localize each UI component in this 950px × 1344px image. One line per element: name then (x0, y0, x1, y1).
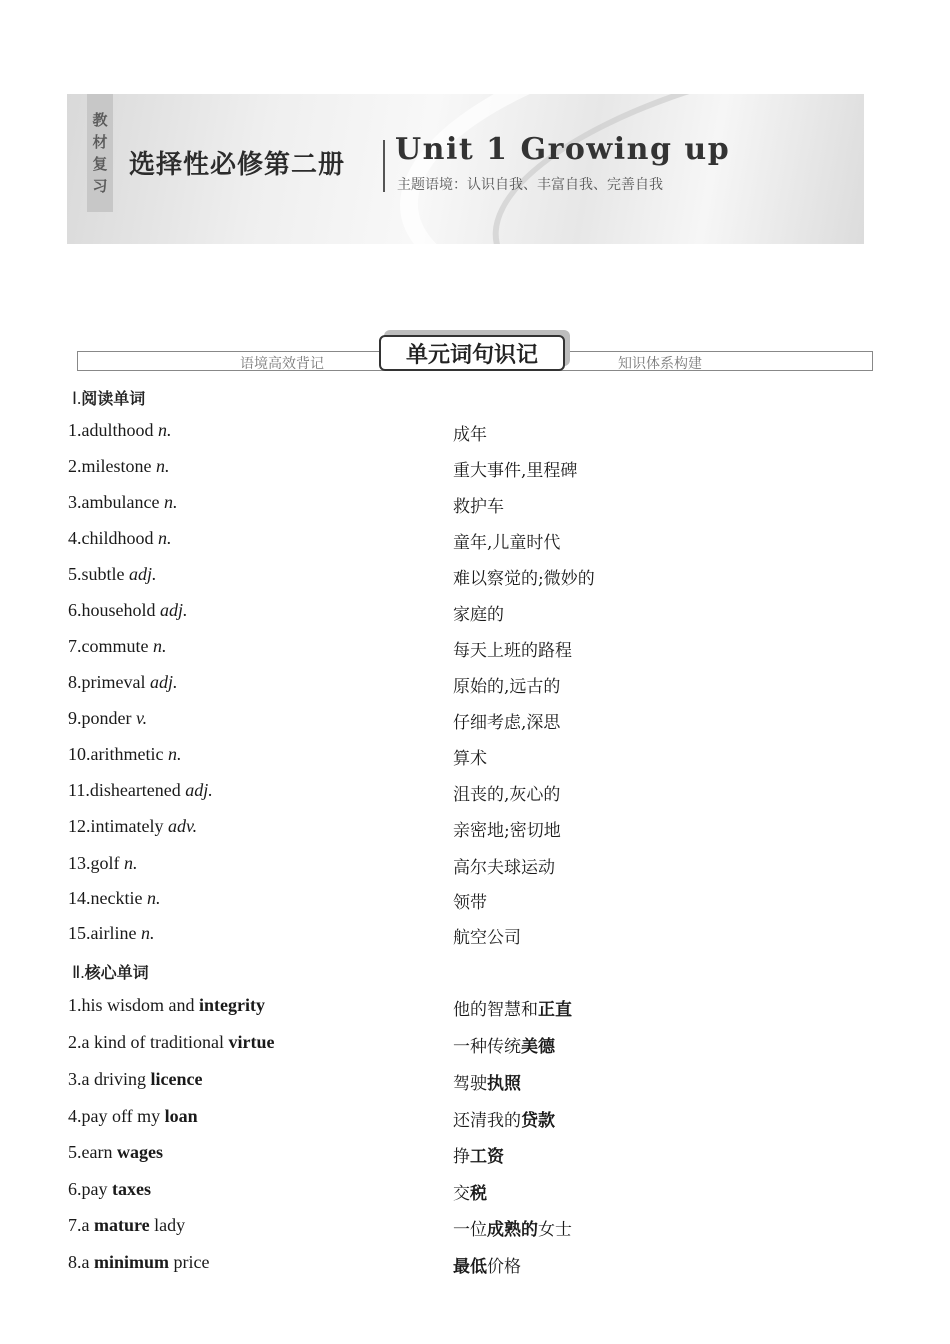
list-item (68, 1252, 888, 1282)
word-english (68, 528, 172, 549)
part-of-speech: adj. (129, 564, 157, 584)
word-english (68, 564, 157, 585)
key-word: integrity (199, 995, 265, 1015)
list-item (68, 672, 888, 702)
phrase-meaning (453, 995, 572, 1020)
word-meaning: 童年,儿童时代 (453, 533, 561, 553)
phrase-english (68, 1142, 163, 1163)
list-item (68, 456, 888, 486)
phrase-meaning (453, 1142, 504, 1167)
word: 13.golf (68, 853, 120, 873)
phrase-meaning (453, 1069, 521, 1094)
word-meaning: 难以察觉的;微妙的 (453, 569, 595, 589)
word: 9.ponder (68, 708, 132, 728)
phrase-pre: 4.pay off my (68, 1106, 165, 1126)
word-english (68, 672, 178, 693)
part-of-speech: adj. (149, 672, 178, 692)
list-item (68, 564, 888, 594)
list-item (68, 600, 888, 630)
word: 8.primeval (68, 672, 146, 692)
meaning-post: 女士 (538, 1220, 572, 1240)
word: 1.adulthood (68, 420, 154, 440)
key-meaning: 贷款 (521, 1111, 555, 1131)
phrase-english (68, 1179, 151, 1200)
word: 3.ambulance (68, 492, 160, 512)
meaning-pre: 交 (453, 1184, 470, 1204)
tag-char: 习 (92, 177, 108, 195)
heading-number: Ⅰ. (72, 389, 82, 408)
list-item (68, 816, 888, 846)
reading-words-heading (72, 386, 145, 409)
list-item (68, 420, 888, 450)
list-item (68, 492, 888, 522)
phrase-english (68, 1106, 198, 1127)
part-of-speech: n. (158, 420, 172, 440)
word-english (68, 744, 181, 765)
meaning-pre: 他的智慧和 (453, 1000, 538, 1020)
phrase-english (68, 1215, 185, 1236)
word: 14.necktie (68, 888, 143, 908)
key-word: licence (150, 1069, 203, 1089)
list-item (68, 1142, 888, 1172)
part-of-speech: adv. (167, 816, 198, 836)
list-item (68, 780, 888, 810)
word-meaning: 仔细考虑,深思 (453, 713, 561, 733)
tag-char: 复 (92, 155, 108, 173)
phrase-pre: 3.a driving (68, 1069, 151, 1089)
tag-char: 教 (92, 111, 108, 129)
word-meaning: 重大事件,里程碑 (453, 461, 578, 481)
list-item (68, 1215, 888, 1245)
phrase-meaning (453, 1252, 521, 1277)
unit-title: Unit 1 Growing up (395, 132, 731, 167)
word: 15.airline (68, 923, 137, 943)
meaning-pre: 还清我的 (453, 1111, 521, 1131)
phrase-post: price (169, 1252, 210, 1272)
part-of-speech: n. (146, 888, 161, 908)
word-english (68, 456, 170, 477)
phrase-meaning (453, 1215, 572, 1240)
list-item (68, 708, 888, 738)
key-word: taxes (112, 1179, 151, 1199)
list-item (68, 1069, 888, 1099)
phrase-post: lady (149, 1215, 186, 1235)
header-banner (67, 94, 864, 244)
phrase-pre: 7.a (68, 1215, 94, 1235)
word-english (68, 780, 213, 801)
part-of-speech: adj. (160, 600, 188, 620)
word-meaning: 原始的,远古的 (453, 677, 561, 697)
word-english (68, 636, 166, 657)
word: 5.subtle (68, 564, 125, 584)
part-of-speech: n. (140, 923, 155, 943)
word-meaning: 每天上班的路程 (453, 641, 572, 661)
part-of-speech: n. (167, 744, 182, 764)
title-divider (383, 140, 385, 192)
key-meaning: 税 (470, 1184, 487, 1204)
part-of-speech: n. (124, 853, 138, 873)
word: 6.household (68, 600, 156, 620)
meaning-pre: 一位 (453, 1220, 487, 1240)
key-word: loan (164, 1106, 198, 1126)
list-item (68, 888, 888, 918)
word: 2.milestone (68, 456, 152, 476)
word: 12.intimately (68, 816, 164, 836)
word: 7.commute (68, 636, 149, 656)
phrase-pre: 1.his wisdom and (68, 995, 200, 1015)
word-english (68, 888, 160, 909)
meaning-pre: 驾驶 (453, 1074, 487, 1094)
list-item (68, 528, 888, 558)
word-meaning: 算术 (453, 749, 487, 769)
word-english (68, 923, 154, 944)
phrase-english (68, 1252, 210, 1273)
textbook-review-tag (87, 94, 113, 212)
word-meaning: 航空公司 (453, 928, 521, 948)
part-of-speech: n. (156, 456, 170, 476)
phrase-pre: 8.a (68, 1252, 94, 1272)
word-meaning: 家庭的 (453, 605, 504, 625)
phrase-english (68, 1069, 202, 1090)
key-meaning: 工资 (470, 1147, 504, 1167)
meaning-pre: 一种传统 (453, 1037, 521, 1057)
list-item (68, 995, 888, 1025)
key-meaning: 正直 (538, 1000, 572, 1020)
word-english (68, 420, 172, 441)
word-meaning: 救护车 (453, 497, 504, 517)
word-english (68, 816, 197, 837)
section-right-caption: 知识体系构建 (618, 356, 702, 372)
list-item (68, 1032, 888, 1062)
phrase-pre: 6.pay (68, 1179, 112, 1199)
list-item (68, 853, 888, 883)
part-of-speech: v. (135, 708, 148, 728)
word-meaning: 高尔夫球运动 (453, 858, 555, 878)
phrase-english (68, 1032, 274, 1053)
meaning-post: 价格 (487, 1257, 521, 1277)
part-of-speech: n. (158, 528, 172, 548)
key-meaning: 成熟的 (487, 1220, 538, 1240)
phrase-pre: 2.a kind of traditional (68, 1032, 229, 1052)
word-english (68, 492, 177, 513)
phrase-meaning (453, 1179, 487, 1204)
part-of-speech: n. (152, 636, 167, 656)
key-word: minimum (94, 1252, 170, 1272)
core-words-heading (72, 960, 149, 983)
phrase-english (68, 995, 265, 1016)
part-of-speech: n. (163, 492, 178, 512)
list-item (68, 636, 888, 666)
word: 4.childhood (68, 528, 154, 548)
heading-text: 核心单词 (84, 963, 149, 982)
key-meaning: 最低 (453, 1257, 487, 1277)
key-word: virtue (228, 1032, 275, 1052)
key-meaning: 执照 (487, 1074, 521, 1094)
word-meaning: 领带 (453, 893, 487, 913)
section-left-caption: 语境高效背记 (240, 356, 324, 372)
part-of-speech: adj. (185, 780, 213, 800)
list-item (68, 1179, 888, 1209)
key-word: mature (94, 1215, 150, 1235)
word-english (68, 708, 147, 729)
key-word: wages (116, 1142, 163, 1162)
word-english (68, 853, 138, 874)
section-title: 单元词句识记 (379, 335, 565, 371)
phrase-meaning (453, 1106, 555, 1131)
word: 10.arithmetic (68, 744, 164, 764)
word-meaning: 成年 (453, 425, 487, 445)
heading-text: 阅读单词 (81, 389, 146, 408)
key-meaning: 美德 (521, 1037, 555, 1057)
list-item (68, 1106, 888, 1136)
word: 11.disheartened (68, 780, 181, 800)
phrase-meaning (453, 1032, 555, 1057)
book-title: 选择性必修第二册 (129, 150, 346, 180)
meaning-pre: 挣 (453, 1147, 470, 1167)
word-meaning: 亲密地;密切地 (453, 821, 561, 841)
list-item (68, 744, 888, 774)
phrase-pre: 5.earn (68, 1142, 117, 1162)
word-meaning: 沮丧的,灰心的 (453, 785, 561, 805)
list-item (68, 923, 888, 953)
tag-char: 材 (92, 133, 108, 151)
unit-subtitle: 主题语境：认识自我、丰富自我、完善自我 (397, 177, 663, 193)
word-english (68, 600, 188, 621)
heading-number: Ⅱ. (72, 963, 85, 982)
